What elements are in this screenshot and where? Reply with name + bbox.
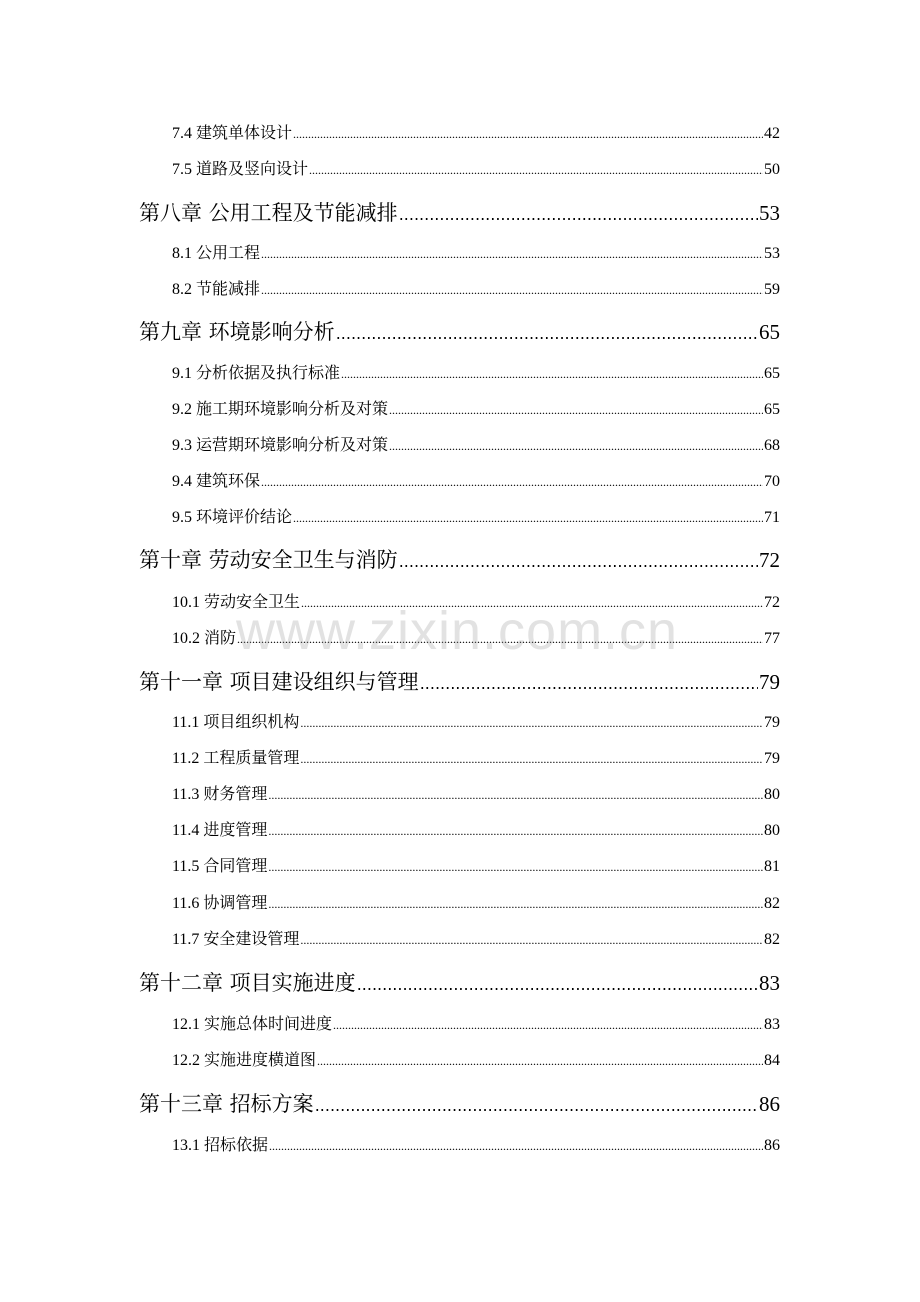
dot-leader [268,858,763,876]
toc-entry-9-4[interactable] [172,468,780,491]
toc-page-number: 86 [764,1137,780,1154]
toc-entry-label: 10.2 消防 [172,630,237,647]
toc-page-number: 81 [764,858,780,875]
toc-page-number: 65 [764,365,780,382]
dot-leader [261,281,763,299]
dot-leader [357,971,758,995]
toc-entry-label: 8.1 公用工程 [172,245,261,262]
dot-leader [293,125,763,143]
toc-entry-10-2[interactable] [172,625,780,648]
toc-chapter-10[interactable] [139,544,780,574]
dot-leader [309,161,763,179]
toc-entry-label: 10.1 劳动安全卫生 [172,594,301,611]
toc-page-number: 68 [764,437,780,454]
toc-entry-label: 9.3 运营期环境影响分析及对策 [172,437,389,454]
dot-leader [300,714,763,732]
toc-entry-7-4[interactable] [172,120,780,143]
dot-leader [315,1092,758,1116]
dot-leader [268,895,763,913]
dot-leader [300,750,763,768]
toc-page-number: 86 [759,1092,780,1116]
toc-entry-9-2[interactable] [172,396,780,419]
dot-leader [341,365,763,383]
toc-page-number: 53 [764,245,780,262]
toc-entry-label: 7.4 建筑单体设计 [172,125,293,142]
toc-entry-11-4[interactable] [172,817,780,840]
toc-entry-11-2[interactable] [172,745,780,768]
toc-entry-10-1[interactable] [172,589,780,612]
dot-leader [389,401,763,419]
toc-entry-label: 11.1 项目组织机构 [172,714,300,731]
toc-chapter-label: 第十章 劳动安全卫生与消防 [139,548,398,572]
toc-chapter-13[interactable] [139,1088,780,1118]
dot-leader [261,245,763,263]
dot-leader [420,670,758,694]
toc-page-number: 59 [764,281,780,298]
dot-leader [317,1052,763,1070]
toc-page-number: 82 [764,931,780,948]
dot-leader [268,822,763,840]
toc-entry-label: 9.4 建筑环保 [172,473,261,490]
toc-entry-12-2[interactable] [172,1047,780,1070]
toc-page-number: 71 [764,509,780,526]
toc-entry-13-1[interactable] [172,1132,780,1155]
toc-page-number: 83 [759,971,780,995]
toc-entry-11-5[interactable] [172,853,780,876]
dot-leader [300,931,763,949]
toc-page-number: 80 [764,822,780,839]
toc-entry-label: 11.7 安全建设管理 [172,931,300,948]
toc-page-number: 50 [764,161,780,178]
toc-page-number: 53 [759,201,780,225]
dot-leader [399,548,758,572]
toc-page-number: 70 [764,473,780,490]
toc-chapter-8[interactable] [139,197,780,227]
toc-page-number: 42 [764,125,780,142]
toc-chapter-label: 第十三章 招标方案 [139,1092,314,1116]
toc-page-number: 82 [764,895,780,912]
toc-entry-8-1[interactable] [172,240,780,263]
toc-chapter-12[interactable] [139,967,780,997]
toc-entry-label: 11.3 财务管理 [172,786,268,803]
toc-entry-label: 11.2 工程质量管理 [172,750,300,767]
dot-leader [336,320,758,344]
toc-entry-9-1[interactable] [172,360,780,383]
toc-page-number: 79 [764,714,780,731]
toc-entry-label: 13.1 招标依据 [172,1137,269,1154]
dot-leader [261,473,763,491]
toc-entry-11-6[interactable] [172,890,780,913]
toc-entry-9-3[interactable] [172,432,780,455]
toc-entry-11-1[interactable] [172,709,780,732]
watermark-text: www.zixin.com.cn [236,601,679,661]
toc-page-number: 72 [764,594,780,611]
dot-leader [237,630,763,648]
dot-leader [333,1016,763,1034]
toc-chapter-label: 第十二章 项目实施进度 [139,971,356,995]
toc-page-number: 65 [764,401,780,418]
toc-entry-11-3[interactable] [172,781,780,804]
toc-page-number: 77 [764,630,780,647]
toc-entry-label: 12.1 实施总体时间进度 [172,1016,333,1033]
toc-entry-label: 11.4 进度管理 [172,822,268,839]
toc-page-number: 79 [764,750,780,767]
dot-leader [389,437,763,455]
toc-page-number: 84 [764,1052,780,1069]
dot-leader [268,786,763,804]
toc-page-number: 80 [764,786,780,803]
toc-entry-9-5[interactable] [172,504,780,527]
toc-entry-label: 9.2 施工期环境影响分析及对策 [172,401,389,418]
toc-entry-label: 9.5 环境评价结论 [172,509,293,526]
toc-page-number: 72 [759,548,780,572]
toc-page-number: 65 [759,320,780,344]
dot-leader [301,594,763,612]
toc-chapter-label: 第八章 公用工程及节能减排 [139,201,398,225]
toc-entry-label: 12.2 实施进度横道图 [172,1052,317,1069]
toc-entry-label: 7.5 道路及竖向设计 [172,161,309,178]
toc-entry-label: 9.1 分析依据及执行标准 [172,365,341,382]
dot-leader [269,1137,763,1155]
toc-entry-label: 8.2 节能减排 [172,281,261,298]
dot-leader [293,509,763,527]
toc-entry-11-7[interactable] [172,926,780,949]
toc-entry-7-5[interactable] [172,156,780,179]
toc-entry-label: 11.5 合同管理 [172,858,268,875]
dot-leader [399,201,758,225]
toc-chapter-label: 第十一章 项目建设组织与管理 [139,670,419,694]
toc-entry-12-1[interactable] [172,1011,780,1034]
toc-page-number: 79 [759,670,780,694]
toc-entry-label: 11.6 协调管理 [172,895,268,912]
toc-chapter-9[interactable] [139,316,780,346]
toc-chapter-11[interactable] [139,666,780,696]
toc-chapter-label: 第九章 环境影响分析 [139,320,335,344]
toc-page-number: 83 [764,1016,780,1033]
toc-entry-8-2[interactable] [172,276,780,299]
